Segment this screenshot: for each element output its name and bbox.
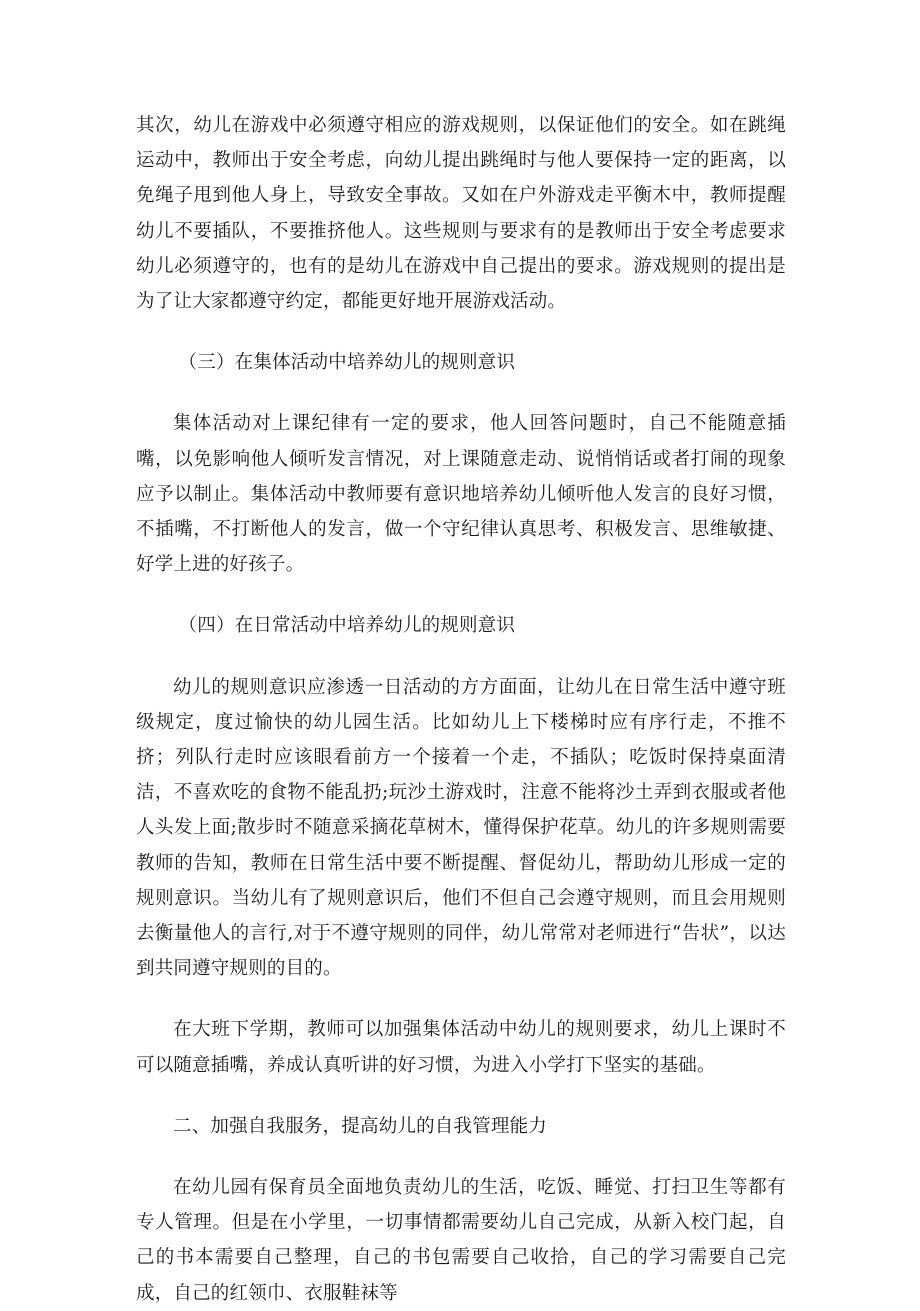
paragraph-senior-class: 在大班下学期，教师可以加强集体活动中幼儿的规则要求，幼儿上课时不可以随意插嘴，养成认真听讲的好习惯，为进入小学打下坚实的基础。 xyxy=(136,1019,786,1076)
paragraph-gap xyxy=(136,644,786,670)
paragraph-gap xyxy=(136,319,786,345)
paragraph-self-management: 在幼儿园有保育员全面地负责幼儿的生活，吃饭、睡觉、打扫卫生等都有专人管理。但是在小学里，一切事情都需要幼儿自己完成，从新入校门起，自己的书本需要自己整理，自己的书包需要自己收拾，自己的学习需要自己完成，自己的红领巾、衣服鞋袜等 xyxy=(136,1177,786,1304)
document-page xyxy=(136,108,786,1311)
paragraph-safety-rules: 其次，幼儿在游戏中必须遵守相应的游戏规则，以保证他们的安全。如在跳绳运动中，教师出于安全考虑，向幼儿提出跳绳时与他人要保持一定的距离，以免绳子甩到他人身上，导致安全事故。又如在户外游戏走平衡木中，教师提醒幼儿不要插队，不要推挤他人。这些规则与要求有的是教师出于安全考虑要求幼儿必须遵守的，也有的是幼儿在游戏中自己提出的要求。游戏规则的提出是为了让大家都遵守约定，都能更好地开展游戏活动。 xyxy=(136,115,786,313)
section-heading-self-service: 二、加强自我服务，提高幼儿的自我管理能力 xyxy=(173,1115,548,1137)
section-heading-collective-activities: （三）在集体活动中培养幼儿的规则意识 xyxy=(178,352,516,374)
paragraph-daily-rules: 幼儿的规则意识应渗透一日活动的方方面面，让幼儿在日常生活中遵守班级规定，度过愉快的幼儿园生活。比如幼儿上下楼梯时应有序行走，不推不挤；列队行走时应该眼看前方一个接着一个走，不插队；吃饭时保持桌面清洁，不喜欢吃的食物不能乱扔;玩沙土游戏时，注意不能将沙土弄到衣服或者他人头发上面;散步时不随意采摘花草树木，懂得保护花草。幼儿的许多规则需要教师的告知，教师在日常生活中要不断提醒、督促幼儿，帮助幼儿形成一定的规则意识。当幼儿有了规则意识后，他们不但自己会遵守规则，而且会用规则去衡量他人的言行,对于不遵守规则的同伴，幼儿常常对老师进行“告状”，以达到共同遵守规则的目的。 xyxy=(136,676,786,980)
paragraph-gap xyxy=(136,986,786,1012)
paragraph-gap xyxy=(136,380,786,406)
paragraph-collective-discipline: 集体活动对上课纪律有一定的要求，他人回答问题时，自己不能随意插嘴，以免影响他人倾听发言情况，对上课随意走动、说悄悄话或者打闹的现象应予以制止。集体活动中教师要有意识地培养幼儿倾听他人发言的良好习惯，不插嘴，不打断他人的发言，做一个守纪律认真思考、积极发言、思维敏捷、好学上进的好孩子。 xyxy=(136,413,786,576)
paragraph-gap xyxy=(136,1144,786,1170)
paragraph-gap xyxy=(136,1083,786,1109)
section-heading-daily-activities: （四）在日常活动中培养幼儿的规则意识 xyxy=(178,615,516,637)
paragraph-gap xyxy=(136,582,786,608)
